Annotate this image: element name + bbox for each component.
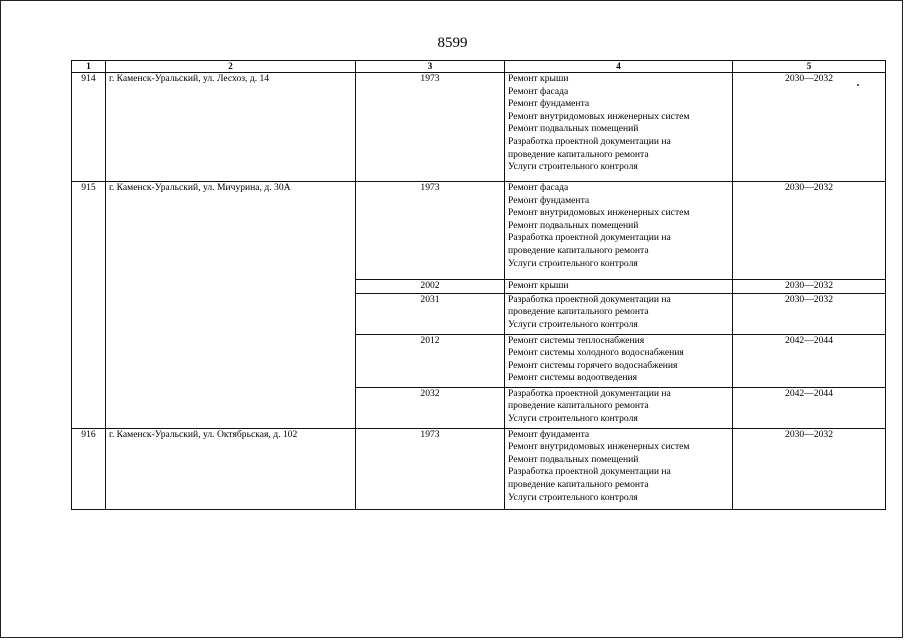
work-item: Разработка проектной документации на — [508, 232, 671, 244]
work-item: Ремонт внутридомовых инженерных систем — [508, 441, 690, 453]
build-year: 1973 — [356, 73, 505, 182]
column-header-1: 1 — [72, 61, 106, 73]
repair-period: 2030—2032 — [733, 293, 886, 334]
repair-period: 2030—2032 — [733, 73, 886, 182]
work-item: Ремонт подвальных помещений — [508, 453, 639, 465]
row-address: г. Каменск-Уральский, ул. Лесхоз, д. 14 — [106, 73, 356, 182]
work-item: Ремонт системы водоотведения — [508, 372, 638, 384]
work-item: Разработка проектной документации на — [508, 387, 671, 399]
work-item: проведение капитального ремонта — [508, 400, 649, 412]
work-item: Ремонт внутридомовых инженерных систем — [508, 207, 690, 219]
work-item: Ремонт крыши — [508, 73, 569, 84]
work-item: Услуги строительного контроля — [508, 318, 638, 330]
row-address: г. Каменск-Уральский, ул. Мичурина, д. 30А — [106, 182, 356, 429]
row-number: 916 — [72, 428, 106, 509]
build-year: 2031 — [356, 293, 505, 334]
work-item: Ремонт подвальных помещений — [508, 123, 639, 135]
work-item: Разработка проектной документации на — [508, 293, 671, 305]
column-header-2: 2 — [106, 61, 356, 73]
capital-repair-table — [71, 60, 886, 510]
work-item: проведение капитального ремонта — [508, 478, 649, 490]
table-row — [72, 182, 886, 280]
work-item: Ремонт системы теплоснабжения — [508, 334, 645, 346]
column-header-5: 5 — [733, 61, 886, 73]
work-item: Услуги строительного контроля — [508, 491, 638, 503]
column-header-4: 4 — [505, 61, 733, 73]
repair-period: 2030—2032 — [733, 428, 886, 509]
work-item: проведение капитального ремонта — [508, 148, 649, 160]
works-list — [505, 387, 733, 428]
works-list — [505, 182, 733, 280]
work-item: Ремонт внутридомовых инженерных систем — [508, 110, 690, 122]
work-item: Ремонт фундамента — [508, 98, 590, 110]
work-item: Ремонт системы холодного водоснабжения — [508, 347, 684, 359]
works-list — [505, 334, 733, 387]
repair-period: 2030—2032 — [733, 182, 886, 280]
work-item: Ремонт подвальных помещений — [508, 219, 639, 231]
build-year: 1973 — [356, 182, 505, 280]
work-item: Ремонт фасада — [508, 182, 569, 193]
work-item: Услуги строительного контроля — [508, 412, 638, 424]
row-number: 914 — [72, 73, 106, 182]
work-item: Ремонт крыши — [508, 280, 569, 291]
work-item: Ремонт фасада — [508, 85, 569, 97]
work-item: проведение капитального ремонта — [508, 244, 649, 256]
work-item: Ремонт фундамента — [508, 194, 590, 206]
header-row — [72, 61, 886, 73]
build-year: 2032 — [356, 387, 505, 428]
table-row — [72, 73, 886, 182]
work-item: Услуги строительного контроля — [508, 257, 638, 269]
build-year: 2002 — [356, 280, 505, 294]
repair-period: 2042—2044 — [733, 387, 886, 428]
work-item: Разработка проектной документации на — [508, 466, 671, 478]
table-row — [72, 428, 886, 509]
work-item: Ремонт системы горячего водоснабжения — [508, 359, 678, 371]
work-item: Ремонт фундамента — [508, 428, 590, 440]
column-header-3: 3 — [356, 61, 505, 73]
page-number: 8599 — [437, 35, 468, 51]
row-number: 915 — [72, 182, 106, 429]
build-year: 1973 — [356, 428, 505, 509]
repair-period: 2030—2032 — [733, 280, 886, 294]
works-list — [505, 73, 733, 182]
works-list — [505, 293, 733, 334]
row-address: г. Каменск-Уральский, ул. Октябрьская, д. 102 — [106, 428, 356, 509]
work-item: Услуги строительного контроля — [508, 161, 638, 173]
works-list — [505, 428, 733, 509]
repair-period: 2042—2044 — [733, 334, 886, 387]
work-item: проведение капитального ремонта — [508, 306, 649, 318]
works-list — [505, 280, 733, 294]
work-item: Разработка проектной документации на — [508, 135, 671, 147]
build-year: 2012 — [356, 334, 505, 387]
